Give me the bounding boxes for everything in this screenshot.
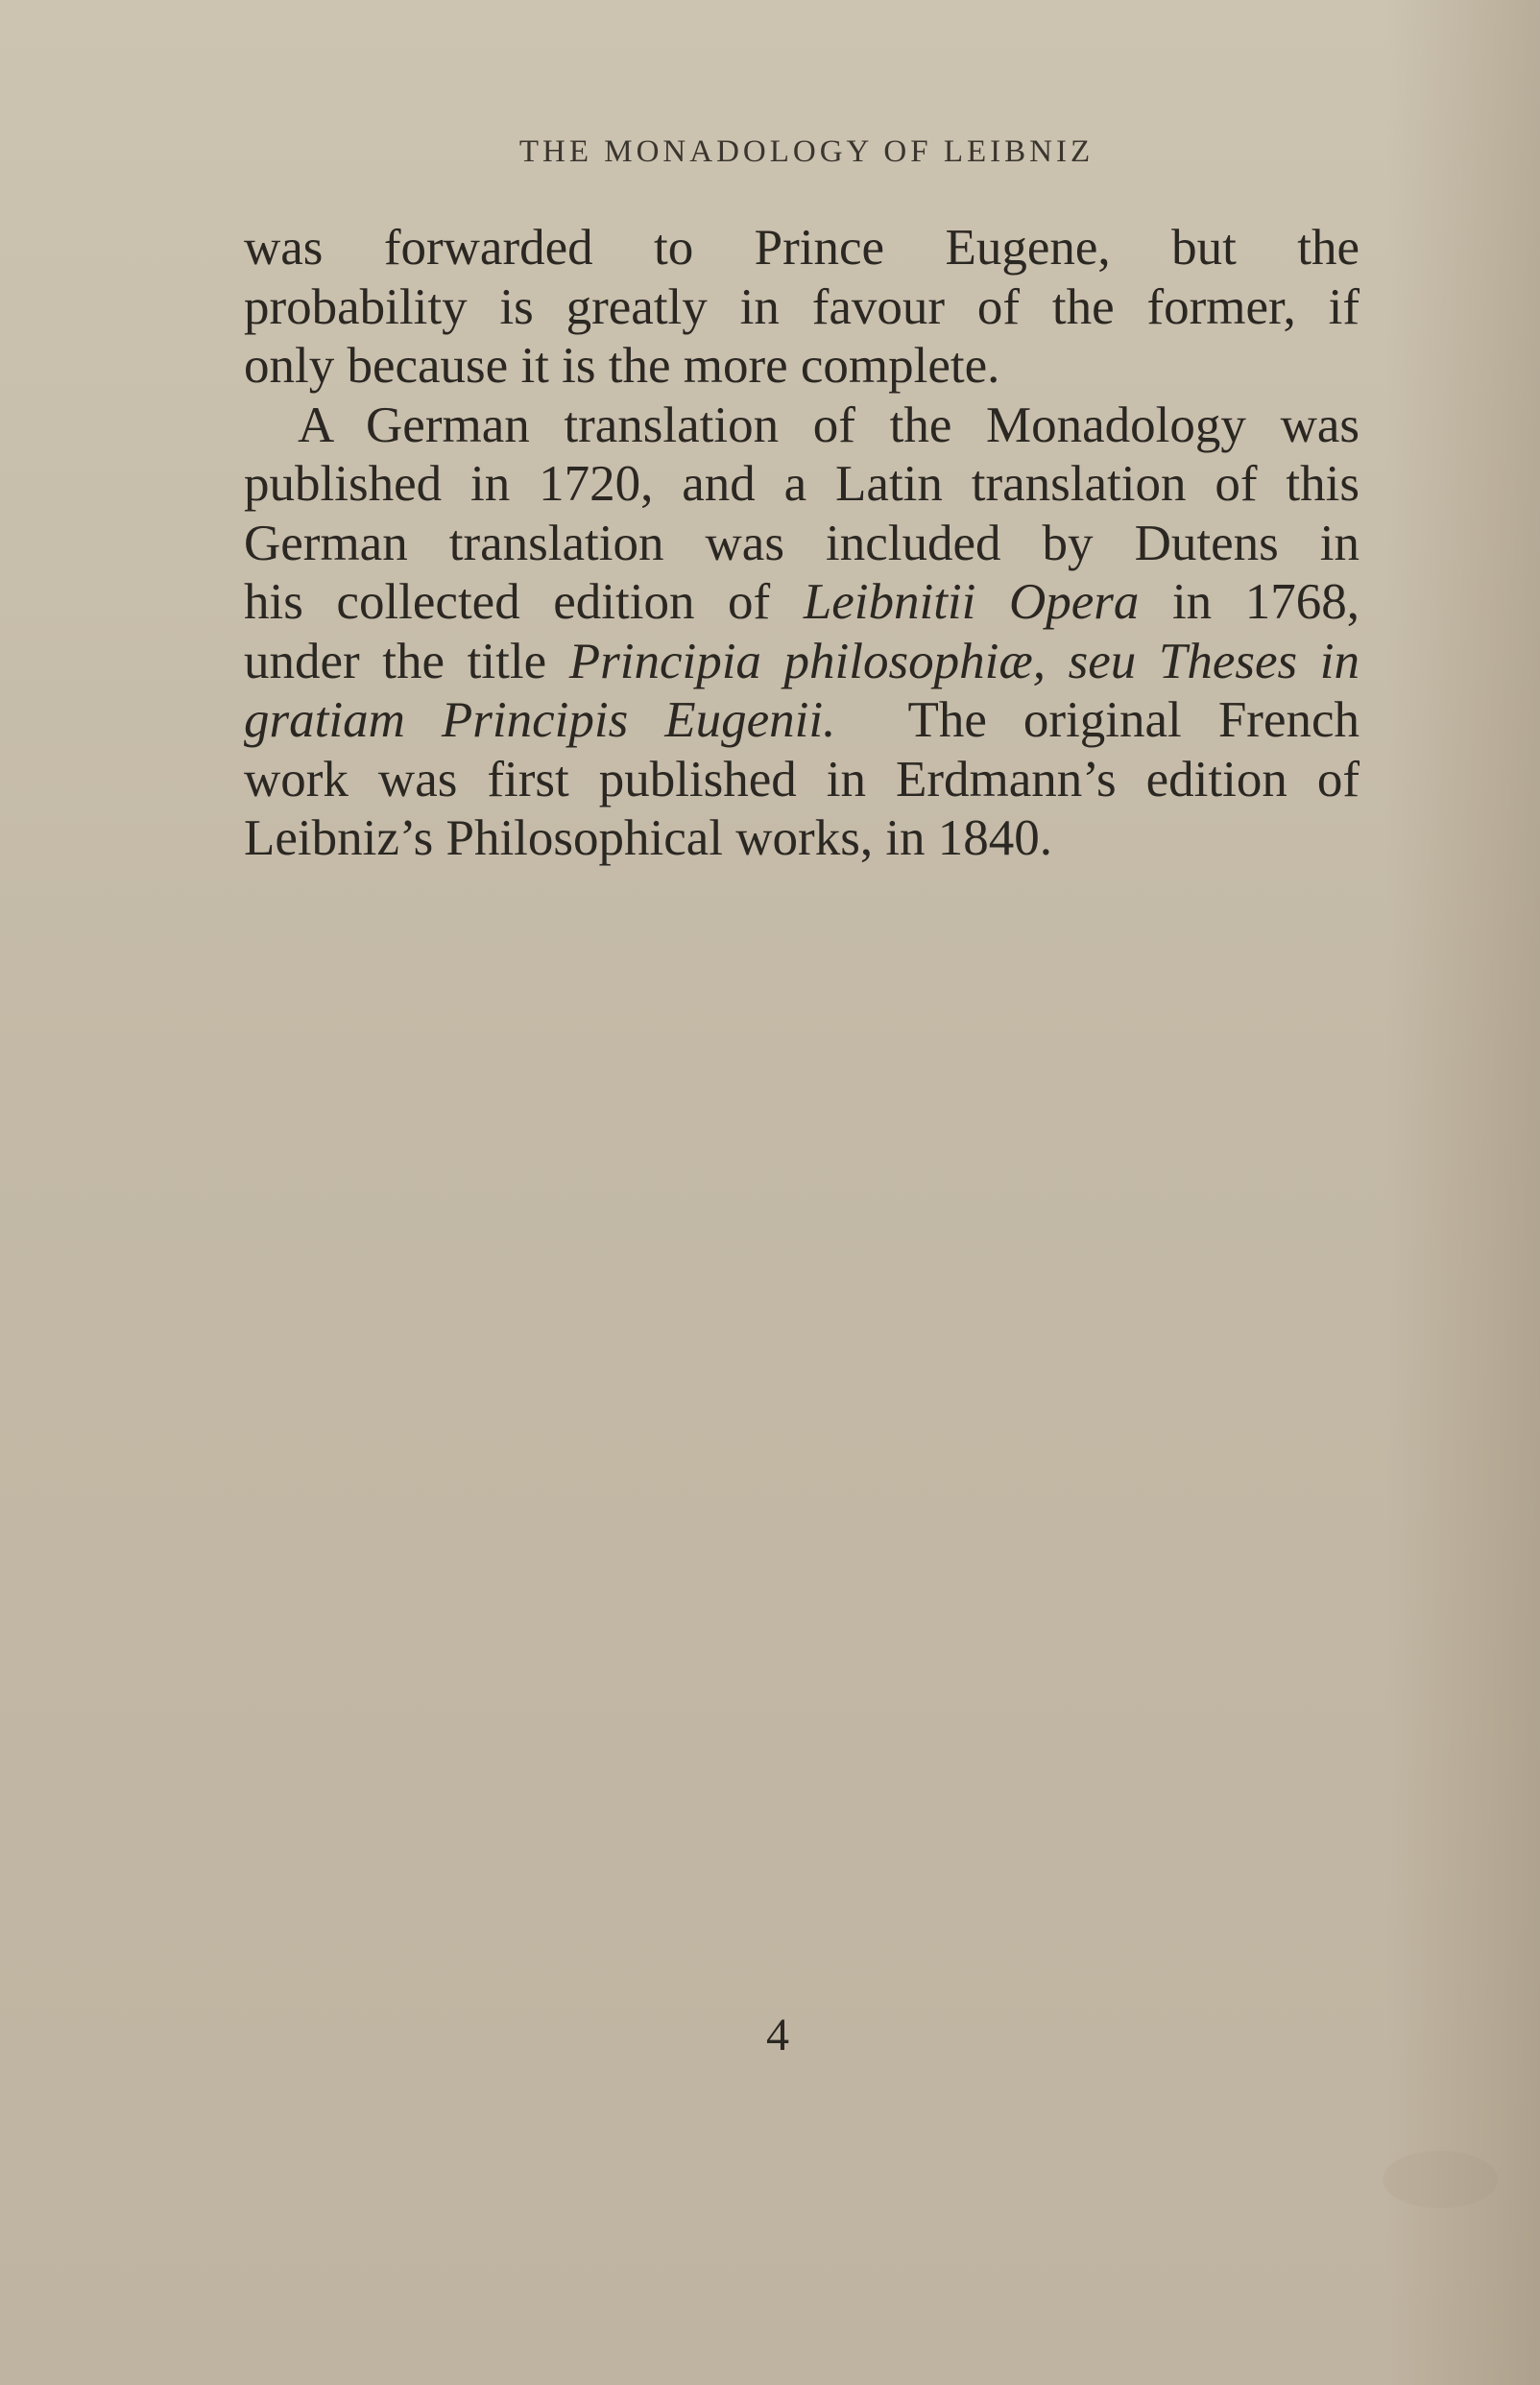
italic-title: Principia philosophiæ, seu Theses in xyxy=(568,633,1360,689)
text-segment: in 1768, xyxy=(1139,574,1360,630)
text-line: work was first published in Erdmann’s edition of xyxy=(244,751,1360,807)
page-number: 4 xyxy=(766,2010,789,2060)
text-line: German translation was included by Dutens in xyxy=(244,515,1360,571)
paragraph-2 xyxy=(244,397,1360,869)
text-line xyxy=(244,573,1360,633)
text-line: only because it is the more complete. xyxy=(244,338,1000,394)
text-segment: The original French xyxy=(835,692,1360,748)
text-line: was forwarded to Prince Eugene, but the xyxy=(244,220,1360,276)
italic-title: Leibnitii Opera xyxy=(803,574,1140,630)
italic-title: gratiam Principis Eugenii. xyxy=(244,692,836,748)
text-line xyxy=(244,691,1360,751)
text-line xyxy=(244,633,1360,692)
text-segment: his collected edition of xyxy=(244,574,804,630)
text-line: Leibniz’s Philosophical works, in 1840. xyxy=(244,810,1053,866)
body-text xyxy=(244,219,1360,869)
text-line: probability is greatly in favour of the former, if xyxy=(244,278,1360,335)
text-line: published in 1720, and a Latin translation of this xyxy=(244,456,1360,512)
running-head: THE MONADOLOGY OF LEIBNIZ xyxy=(518,134,1095,169)
text-segment: under the title xyxy=(244,633,569,689)
paragraph-1 xyxy=(244,219,1360,397)
paper-smudge xyxy=(1383,2151,1498,2208)
text-line: A German translation of the Monadology was xyxy=(298,397,1360,453)
